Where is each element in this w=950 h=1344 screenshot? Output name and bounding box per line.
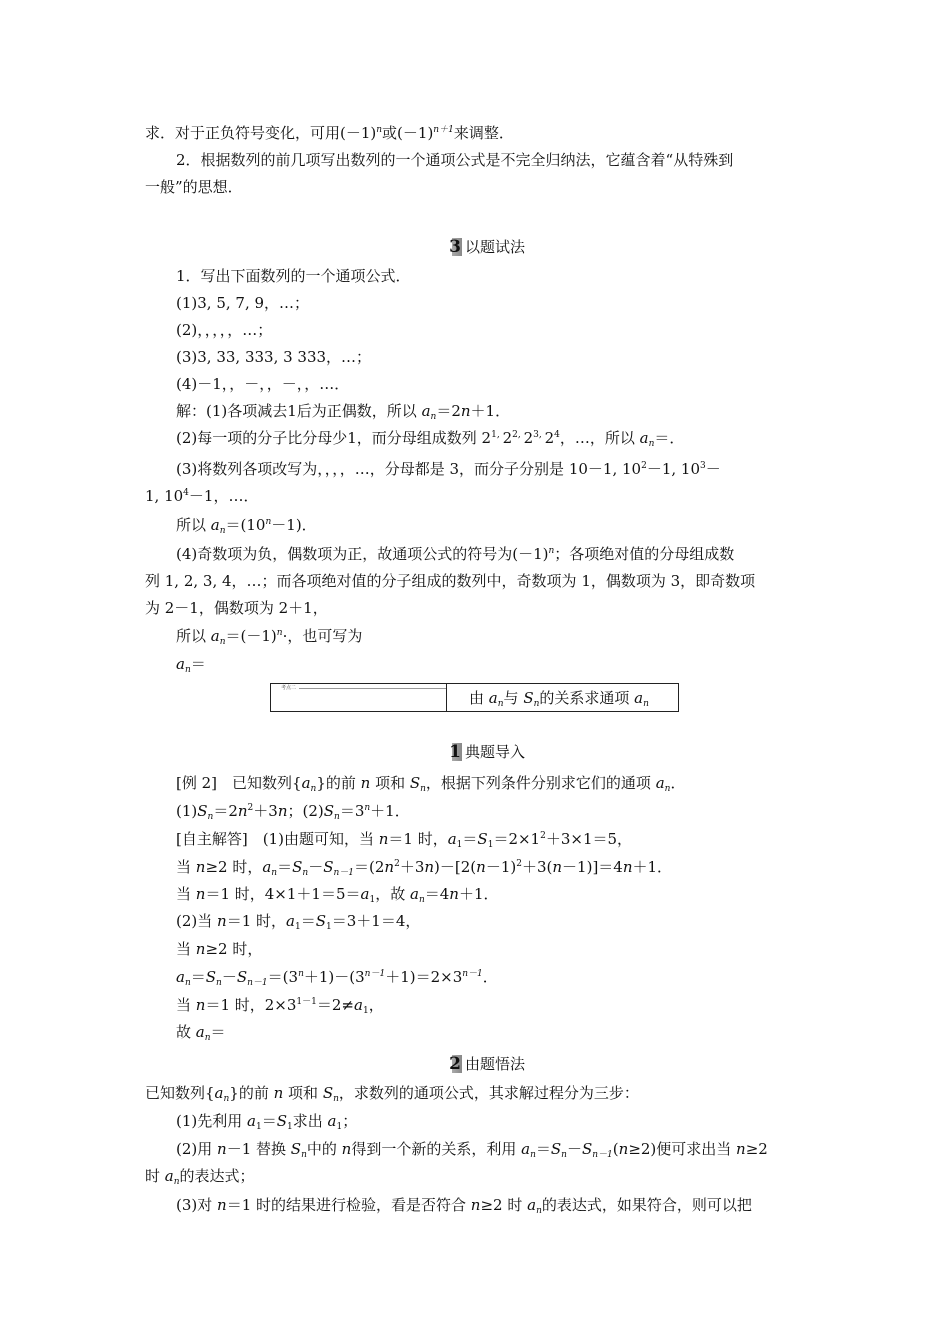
var: S (322, 1084, 334, 1102)
var: S (523, 689, 534, 707)
sub: n (301, 1150, 307, 1160)
var: a (301, 774, 311, 792)
text: －1)． (271, 516, 317, 534)
var: n (195, 940, 206, 958)
question-4: (4)－1，，－，，－，，…． (176, 375, 350, 393)
section-title: 由题悟法 (465, 1055, 526, 1073)
text: (4)奇数项为负，偶数项为正，故通项公式的符号为(－1) (176, 545, 549, 563)
text: 的表达式； (179, 1167, 255, 1185)
var: S (205, 968, 217, 986)
text: ＝ (462, 830, 478, 848)
text: (1)先利用 (176, 1112, 248, 1130)
sup: n (265, 517, 272, 527)
text: ＋3×1＝5， (545, 830, 633, 848)
sub: n (207, 812, 214, 822)
answer-4-line-4 (176, 626, 362, 646)
sub: n (223, 1094, 230, 1104)
text: 解：(1)各项减去1后为正偶数，所以 (176, 402, 422, 420)
sub: n (204, 1033, 211, 1043)
text: ＝3 (339, 802, 365, 820)
sup: 3, (533, 430, 545, 440)
text: ＝(10 (225, 516, 266, 534)
sup: n－1 (364, 969, 386, 979)
text: －1)]＝4 (562, 858, 623, 876)
var: n (273, 1084, 284, 1102)
var: n (736, 1140, 746, 1158)
sub: n (533, 699, 540, 709)
sup: 4 (554, 430, 560, 440)
text: ＝ (300, 912, 316, 930)
answer-2 (176, 428, 684, 448)
section-heading-practice (448, 236, 525, 257)
var: a (176, 655, 185, 673)
intro-line-3: 一般”的思想． (145, 178, 243, 196)
var: S (197, 802, 208, 820)
var: S (290, 1140, 302, 1158)
text: ＋3 (253, 802, 278, 820)
section-heading-method (448, 1053, 525, 1074)
question-1: (1)3, 5, 7, 9，…； (176, 294, 310, 312)
var: a (360, 885, 370, 903)
text: 项和 (370, 774, 410, 792)
var: n (449, 885, 459, 903)
text: ≥2 时， (205, 858, 263, 876)
text: ． (482, 968, 498, 986)
sup: 2, (512, 430, 524, 440)
answer-4-line-3: 为 2－1，偶数项为 2＋1， (145, 599, 328, 617)
text: 所以 (176, 516, 211, 534)
text: ＋1)＝2×3 (385, 968, 463, 986)
sub: n－1 (592, 1150, 613, 1160)
text: 来调整． (453, 124, 514, 142)
topic-tag-rule (299, 688, 446, 689)
var: S (323, 802, 335, 820)
text: 当 (176, 858, 196, 876)
sub: n (216, 978, 222, 988)
var: a (639, 429, 649, 447)
sub: n (173, 1177, 180, 1187)
text: 1, 10 (145, 487, 184, 505)
text: ＝1 时的结果进行检验，看是否符合 (226, 1196, 471, 1214)
sub: n (334, 812, 340, 822)
text: ＝2≠ (316, 996, 354, 1014)
var: n (195, 885, 206, 903)
text: －1, 10 (646, 460, 700, 478)
var: a (327, 1112, 337, 1130)
solution-line-4 (176, 911, 420, 931)
text: － (566, 1140, 582, 1158)
text: ＝ (261, 1112, 277, 1130)
text: －1 替换 (226, 1140, 291, 1158)
sub: n (418, 895, 425, 905)
text: 所以 (176, 627, 211, 645)
text: 当 (176, 996, 196, 1014)
text: 求．对于正负符号变化，可用(－1) (145, 124, 377, 142)
text: }的前 (316, 774, 361, 792)
var: a (354, 996, 363, 1014)
sup: n (298, 969, 304, 979)
sub: n (310, 784, 317, 794)
text: 当 (176, 940, 196, 958)
text: 求出 (292, 1112, 328, 1130)
text: ＝ (190, 968, 206, 986)
text: ＝1 时，4×1＋1＝5＝ (205, 885, 361, 903)
var: a (164, 1167, 174, 1185)
var: n (360, 774, 371, 792)
section-number-badge: 3 (449, 236, 461, 257)
question-2: (2)，，，，，…； (176, 321, 273, 339)
sub: n (302, 868, 309, 878)
text: ＝． (654, 429, 685, 447)
sub: 1 (369, 895, 376, 905)
sub: 1 (362, 1006, 369, 1016)
answer-4-line-1 (176, 544, 734, 564)
solution-line-6 (176, 967, 498, 987)
var: n (470, 1196, 481, 1214)
text: －1) (485, 858, 517, 876)
sub: 1 (456, 840, 463, 850)
answer-3-line-2 (145, 486, 258, 506)
sub: n (536, 1206, 542, 1216)
var: n (277, 802, 288, 820)
text: ，根据下列条件分别求它们的通项 (425, 774, 656, 792)
text: ＝1 时， (388, 830, 448, 848)
var: S (550, 1140, 562, 1158)
text: 中的 (306, 1140, 342, 1158)
text: 2 (544, 429, 555, 447)
text: ＝ (277, 858, 293, 876)
text: ＝2 (213, 802, 238, 820)
var: n (618, 1140, 629, 1158)
text: 的关系求通项 (539, 689, 635, 707)
var: n (552, 858, 563, 876)
sub: n (420, 784, 426, 794)
text: ，故 (375, 885, 410, 903)
var: n (217, 912, 227, 930)
answer-4-line-2: 列 1, 2, 3, 4，…；而各项绝对值的分子组成的数列中，奇数项为 1，偶数项为 3，即奇数项 (145, 572, 756, 590)
sup: 2 (540, 831, 546, 841)
var: a (521, 1140, 531, 1158)
var: S (315, 912, 326, 930)
var: n (622, 858, 633, 876)
text: － (221, 968, 237, 986)
var: n (195, 996, 206, 1014)
sup: 2 (516, 859, 522, 869)
solution-line-3 (176, 884, 499, 904)
sup: 2 (247, 803, 254, 813)
sub: n (219, 637, 226, 647)
text: ，…，所以 (559, 429, 640, 447)
section-number-badge: 1 (449, 741, 461, 762)
section-heading-example (448, 741, 525, 762)
text: ；各项绝对值的分母组成数 (554, 545, 735, 563)
text: 或(－1) (382, 124, 434, 142)
text: }的前 (229, 1084, 274, 1102)
sub: 1 (255, 1122, 262, 1132)
text: 故 (176, 1023, 196, 1041)
var: a (262, 858, 272, 876)
text: ＝(－1) (225, 627, 277, 645)
section-title: 典题导入 (465, 743, 526, 761)
text: ＝ (190, 655, 206, 673)
text: ＋3 (399, 858, 425, 876)
sup: n (548, 546, 555, 556)
intro-line-2: 2．根据数列的前几项写出数列的一个通项公式是不完全归纳法，它蕴含着“从特殊到 (176, 151, 734, 169)
text: ＝1 时， (226, 912, 287, 930)
var: n (237, 802, 248, 820)
text: ＝2 (436, 402, 461, 420)
topic-header-box (270, 683, 679, 712)
text: 时 (145, 1167, 165, 1185)
sub: 1 (326, 922, 332, 932)
var: n (384, 858, 395, 876)
sub: n (643, 699, 649, 709)
method-step-2-line-1 (176, 1139, 768, 1159)
solution-line-2 (176, 857, 672, 877)
sub: n (430, 412, 437, 422)
sub: n (530, 1150, 536, 1160)
var: n (476, 858, 486, 876)
question-3: (3)3, 33, 333, 3 333，…； (176, 348, 372, 366)
var: n (217, 1196, 227, 1214)
method-step-3 (176, 1195, 752, 1215)
topic-tag-cell (271, 684, 447, 711)
text: ( (612, 1140, 619, 1158)
var: a (195, 1023, 205, 1041)
sub: n (648, 439, 655, 449)
sub: 1 (487, 840, 494, 850)
solution-line-7 (176, 995, 384, 1015)
text: [例 2] 已知数列{ (176, 774, 302, 792)
method-line-1 (145, 1083, 639, 1103)
text: [自主解答] (1)由题可知，当 (176, 830, 379, 848)
answer-3-line-3 (176, 515, 317, 535)
intro-line-1 (145, 123, 514, 143)
var: a (247, 1112, 256, 1130)
text: －1，…． (188, 487, 259, 505)
text: 已知数列{ (145, 1084, 215, 1102)
text: － (308, 858, 324, 876)
text: ＋1． (470, 402, 511, 420)
text: (3)对 (176, 1196, 218, 1214)
var: a (286, 912, 295, 930)
text: ＋3( (521, 858, 553, 876)
sub: n (184, 978, 191, 988)
example-statement (176, 773, 685, 793)
text: 2 (523, 429, 534, 447)
sub: n (184, 665, 191, 675)
var: a (210, 627, 220, 645)
topic-title (469, 688, 649, 708)
sup: n (276, 628, 283, 638)
text: ＝4 (424, 885, 450, 903)
method-step-1 (176, 1111, 357, 1131)
section-number-badge: 2 (449, 1053, 461, 1074)
var: n (460, 402, 471, 420)
var: n (217, 1140, 227, 1158)
section-title: 以题试法 (465, 238, 526, 256)
topic-tag: 考点二 (281, 685, 297, 691)
var: a (421, 402, 431, 420)
sub: n (664, 784, 671, 794)
var: a (176, 968, 185, 986)
solution-line-8 (176, 1022, 226, 1042)
solution-line-1 (176, 829, 632, 849)
sup: 3 (700, 461, 706, 471)
var: a (447, 830, 457, 848)
text: 项和 (283, 1084, 323, 1102)
answer-4-line-5 (176, 654, 206, 674)
var: S (581, 1140, 593, 1158)
sub: n (271, 868, 278, 878)
var: a (214, 1084, 224, 1102)
text: (2)每一项的分子比分母少1，而分母组成数列 2 (176, 429, 492, 447)
var: a (488, 689, 498, 707)
method-step-2-line-2 (145, 1166, 255, 1186)
text: 当 (176, 885, 196, 903)
var: S (236, 968, 248, 986)
text: ＝(2 (354, 858, 385, 876)
solution-line-5 (176, 939, 262, 959)
var: a (634, 689, 644, 707)
text: ＝ (210, 1023, 226, 1041)
text: ≥2)便可求出当 (628, 1140, 737, 1158)
sup: n－1 (462, 969, 483, 979)
text: )－[2( (434, 858, 477, 876)
sup: n＋1 (433, 125, 454, 135)
text: ＋1． (370, 802, 410, 820)
question-intro: 1．写出下面数列的一个通项公式． (176, 267, 411, 285)
text: ·，也可写为 (282, 627, 363, 645)
var: n (424, 858, 435, 876)
text: ＋1)－(3 (303, 968, 365, 986)
var: n (378, 830, 389, 848)
text: － (705, 460, 721, 478)
text: ＋1． (632, 858, 673, 876)
var: n (195, 858, 206, 876)
sub: 1 (336, 1122, 343, 1132)
text: ． (670, 774, 686, 792)
text: ＝1 时，2×3 (205, 996, 297, 1014)
var: S (323, 858, 334, 876)
answer-1 (176, 401, 510, 421)
example-conditions (176, 801, 410, 821)
sub: n－1 (247, 978, 268, 988)
sup: n (376, 125, 383, 135)
text: ＝ (535, 1140, 551, 1158)
sub: 1 (294, 922, 301, 932)
text: (2)用 (176, 1140, 218, 1158)
text: 得到一个新的关系，利用 (351, 1140, 522, 1158)
text: 的表达式，如果符合，则可以把 (541, 1196, 752, 1214)
text: (2)当 (176, 912, 218, 930)
sup: 2 (394, 859, 400, 869)
text: ； (342, 1112, 358, 1130)
text: 与 (503, 689, 524, 707)
sup: 1, (491, 430, 503, 440)
var: a (210, 516, 220, 534)
var: S (276, 1112, 288, 1130)
text: ≥2 时， (205, 940, 263, 958)
var: n (341, 1140, 352, 1158)
sup: 4 (183, 488, 189, 498)
sub: n－1 (333, 868, 355, 878)
text: (3)将数列各项改写为，，，，…，分母都是 3，而分子分别是 10－1, 10 (176, 460, 642, 478)
text: ， (368, 996, 384, 1014)
text: ≥2 (745, 1140, 768, 1158)
sub: n (497, 699, 504, 709)
text: ＝3＋1＝4， (331, 912, 421, 930)
text: ＝2×1 (493, 830, 541, 848)
var: a (527, 1196, 537, 1214)
text: 由 (469, 689, 489, 707)
sub: n (561, 1150, 567, 1160)
var: S (477, 830, 488, 848)
sup: 2 (641, 461, 647, 471)
var: a (409, 885, 419, 903)
sup: n (364, 803, 371, 813)
text: ＝(3 (267, 968, 299, 986)
text: ；(2) (287, 802, 324, 820)
var: S (292, 858, 303, 876)
var: a (655, 774, 665, 792)
text: ＋1． (458, 885, 499, 903)
text: ，求数列的通项公式，其求解过程分为三步： (338, 1084, 639, 1102)
var: S (409, 774, 421, 792)
text: ≥2 时 (480, 1196, 528, 1214)
sub: n (219, 526, 226, 536)
text: (1) (176, 802, 198, 820)
sub: n (333, 1094, 339, 1104)
sub: 1 (287, 1122, 293, 1132)
text: 2 (502, 429, 513, 447)
sup: 1－1 (296, 997, 317, 1007)
answer-3-line-1 (176, 459, 721, 479)
